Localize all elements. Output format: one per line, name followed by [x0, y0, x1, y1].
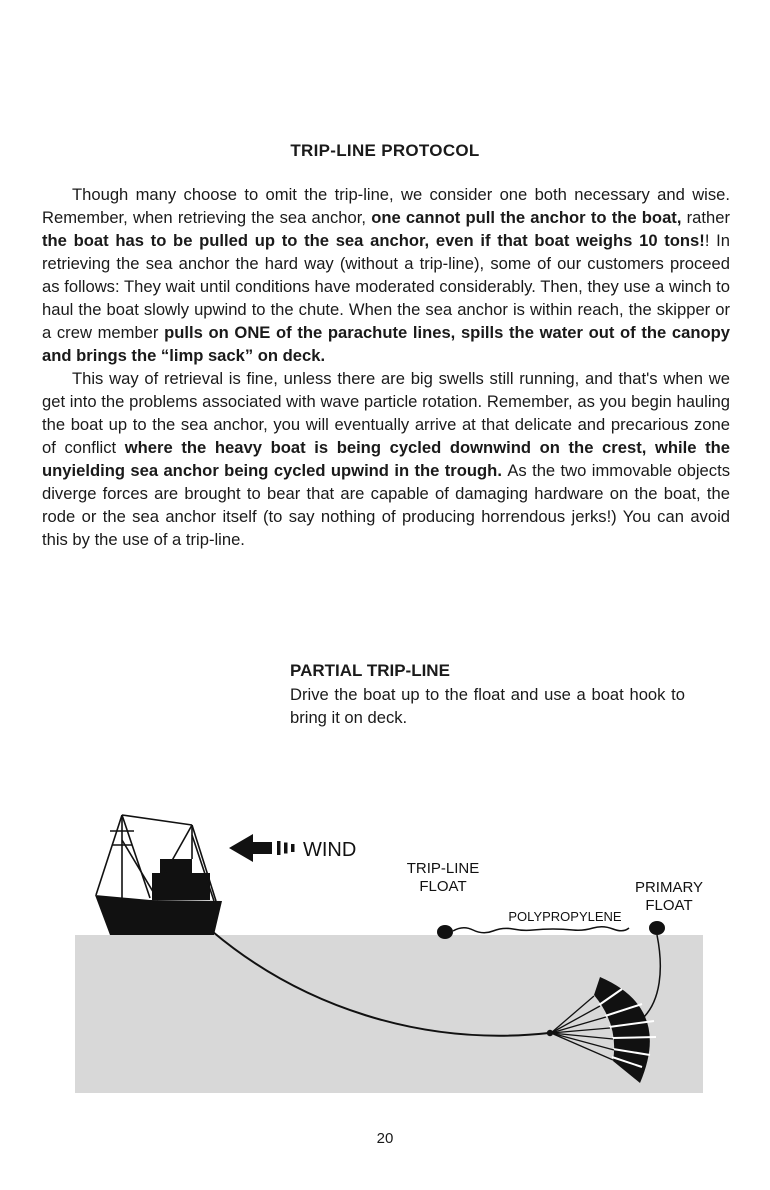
primary-float-label: PRIMARY: [634, 879, 704, 896]
polypropylene-line: [453, 927, 629, 933]
paragraph: This way of retrieval is fine, unless there are big swells still running, and that's when we get into the problems associated with wave particle rotation. Remember, as you begin hauling the boat up to the sea anchor, you will eventually arrive at that delicate and precarious zone of conflict where the heavy boat is being cycled downwind on the crest, while the unyielding sea anchor being cycled upwind in the trough. As the two immovable objects diverge forces are brought to bear that are capable of damaging hardware on the boat, the rode or the sea anchor itself (to say nothing of producing horrendous jerks!) You can avoid this by the use of a trip-line.: [42, 369, 730, 549]
section-heading: PARTIAL TRIP-LINE: [290, 661, 450, 680]
wind-label: WIND: [303, 839, 357, 861]
trip-line-float-icon: [437, 925, 453, 939]
section-body: Drive the boat up to the float and use a boat hook to bring it on deck.: [290, 685, 685, 727]
paragraph: Though many choose to omit the trip-line, we consider one both necessary and wise. Remember, when retrieving the sea anchor, one cannot pull the anchor to the boat, rather the boat has to be pulled up to the sea anchor, even if that boat weighs 10 tons!! In retrieving the sea anchor the hard way (without a trip-line), some of our customers proceed as follows: They wait until conditions have moderated considerably. Then, they use a winch to haul the boat slowly upwind to the chute. When the sea anchor is within reach, the skipper or a crew member pulls on ONE of the parachute lines, spills the water out of the canopy and brings the “limp sack” on deck.: [42, 185, 731, 365]
page-number: 20: [376, 1130, 394, 1147]
primary-float-icon: [649, 921, 665, 935]
sea-anchor-diagram: [0, 805, 770, 1115]
page-title: TRIP-LINE PROTOCOL: [290, 141, 480, 160]
body-text: [42, 183, 730, 551]
trip-line-float-label: FLOAT: [419, 878, 467, 895]
fishing-boat-icon: [95, 815, 222, 935]
primary-float-label: FLOAT: [645, 897, 693, 914]
wind-arrow-icon: [229, 834, 295, 862]
polypropylene-label: POLYPROPYLENE: [508, 909, 622, 924]
partial-trip-line-section: [290, 659, 685, 729]
trip-line-float-label: TRIP-LINE: [406, 860, 480, 877]
